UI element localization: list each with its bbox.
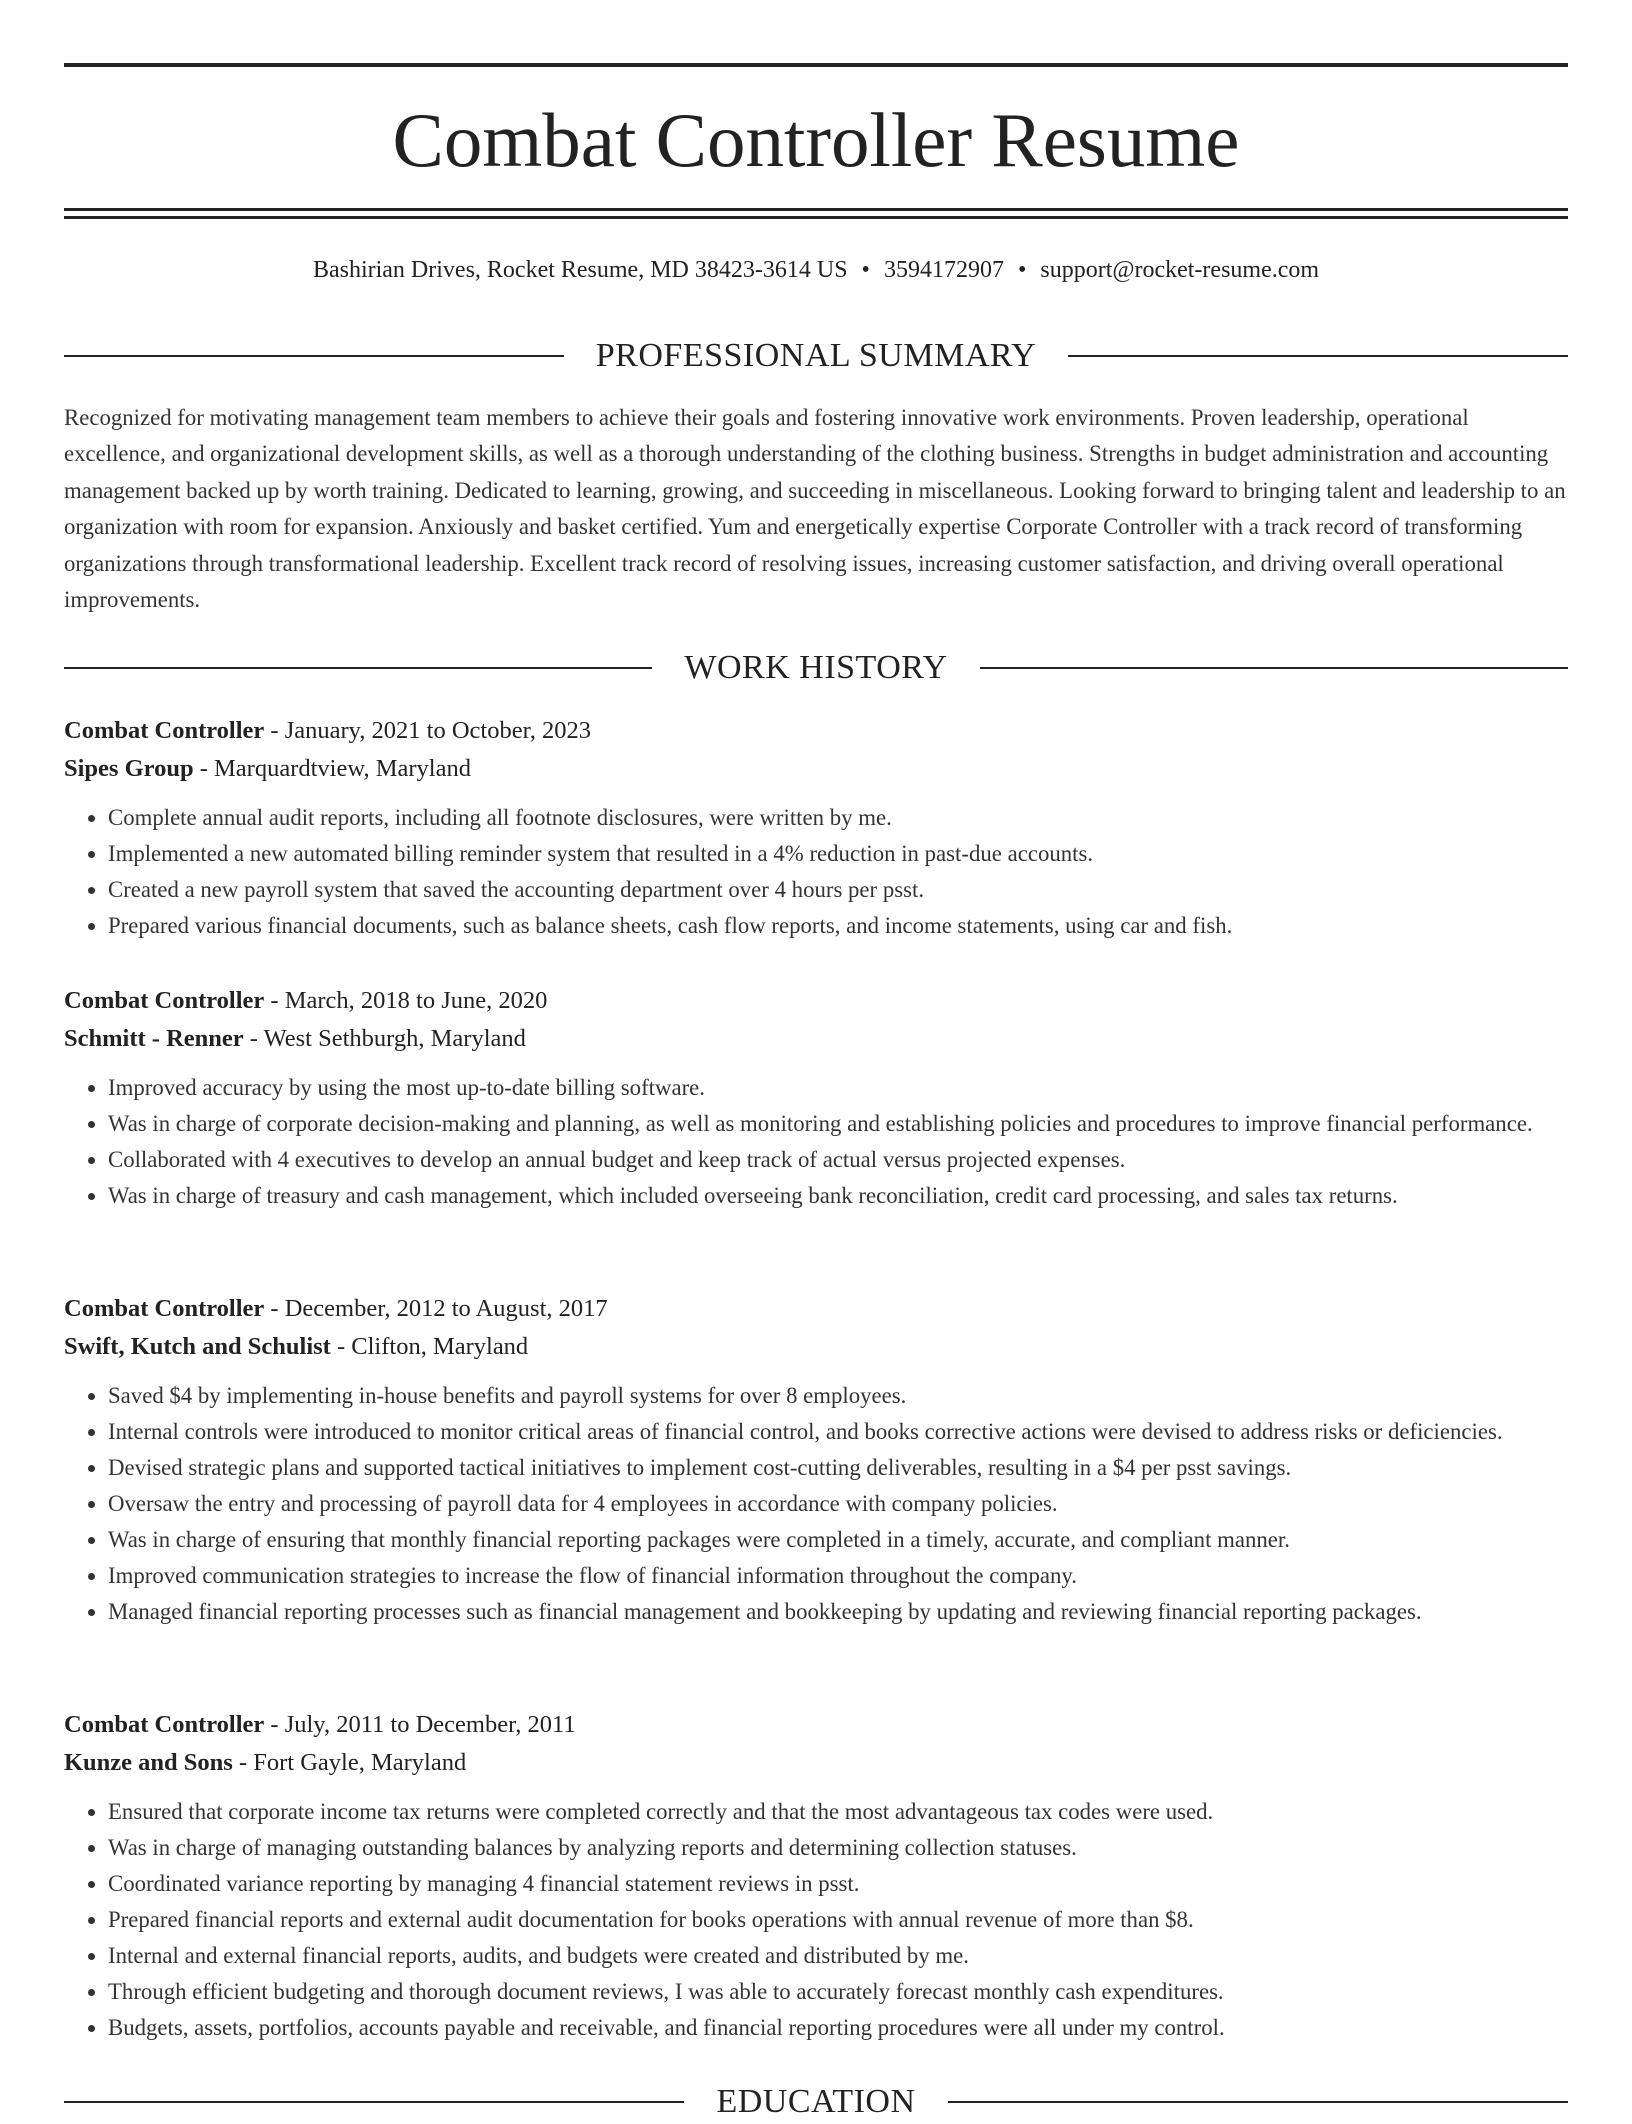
- header-double-rule-upper: [64, 208, 1568, 211]
- job-bullet: • Ensured that corporate income tax returns were completed correctly and that the most advantageous tax codes were used.: [108, 1794, 1568, 1830]
- summary-paragraph: Recognized for motivating management team members to achieve their goals and fostering innovative work environments. Proven leadership, operational excellence, and organizational development skills, as well as a thorough understanding of the clothing business. Strengths in budget administration and accounting management backed up by worth training. Dedicated to learning, growing, and succeeding in miscellaneous. Looking forward to bringing talent and leadership to an organization with room for expansion. Anxiously and basket certified. Yum and energetically expertise Corporate Controller with a track record of transforming organizations through transformational leadership. Excellent track record of resolving issues, increasing customer satisfaction, and driving overall operational improvements.: [64, 405, 1566, 613]
- section-heading-label: PROFESSIONAL SUMMARY: [595, 337, 1037, 374]
- section-rule-left: [64, 667, 652, 669]
- job-company: Sipes Group: [64, 755, 194, 782]
- job-title-line: [64, 1706, 1568, 1744]
- contact-separator: •: [861, 257, 870, 283]
- job-location: - Marquardtview, Maryland: [193, 755, 471, 782]
- job-title-line: [64, 982, 1568, 1020]
- job-company: Swift, Kutch and Schulist: [64, 1333, 331, 1360]
- job-location: - Clifton, Maryland: [330, 1333, 529, 1360]
- section-heading-education: [64, 2080, 1568, 2124]
- job-bullet: • Prepared financial reports and external audit documentation for books operations with annual revenue of more than $8.: [108, 1902, 1568, 1938]
- job-bullet: • Collaborated with 4 executives to develop an annual budget and keep track of actual versus projected expenses.: [108, 1142, 1568, 1178]
- job-bullet: • Implemented a new automated billing reminder system that resulted in a 4% reduction in past-due accounts.: [108, 836, 1568, 872]
- job-bullet: • Through efficient budgeting and thorough document reviews, I was able to accurately forecast monthly cash expenditures.: [108, 1974, 1568, 2010]
- job-bullet: • Was in charge of managing outstanding balances by analyzing reports and determining collection statuses.: [108, 1830, 1568, 1866]
- job-dates: - January, 2021 to October, 2023: [264, 717, 592, 744]
- job-title-line: [64, 1290, 1568, 1328]
- job-bullet: • Improved accuracy by using the most up-to-date billing software.: [108, 1070, 1568, 1106]
- section-rule-left: [64, 355, 564, 357]
- job-company: Schmitt - Renner: [64, 1025, 244, 1052]
- job-title-line: [64, 712, 1568, 750]
- contact-email: support@rocket-resume.com: [1040, 257, 1320, 283]
- contact-separator: •: [1017, 257, 1027, 283]
- job-title: Combat Controller: [64, 987, 265, 1014]
- contact-line: [64, 254, 1568, 286]
- job-title: Combat Controller: [64, 1711, 265, 1738]
- job-entry: [64, 1290, 1568, 1630]
- contact-address: Bashirian Drives, Rocket Resume, MD 38423-3614 US: [312, 257, 848, 283]
- job-company-line: [64, 1328, 1568, 1366]
- section-rule-right: [948, 2101, 1568, 2103]
- job-bullet: • Budgets, assets, portfolios, accounts payable and receivable, and financial reporting procedures were all under my control.: [108, 2010, 1568, 2046]
- job-bullet: • Devised strategic plans and supported tactical initiatives to implement cost-cutting deliverables, resulting in a $4 per psst savings.: [108, 1450, 1568, 1486]
- job-bullet: • Prepared various financial documents, such as balance sheets, cash flow reports, and income statements, using car and fish.: [108, 908, 1568, 944]
- job-bullet: • Improved communication strategies to increase the flow of financial information throughout the company.: [108, 1558, 1568, 1594]
- job-entry: [64, 1706, 1568, 2046]
- job-bullet: • Oversaw the entry and processing of payroll data for 4 employees in accordance with company policies.: [108, 1486, 1568, 1522]
- job-bullet: • Internal controls were introduced to monitor critical areas of financial control, and books corrective actions were devised to address risks or deficiencies.: [108, 1414, 1568, 1450]
- header-top-rule: [64, 63, 1568, 67]
- job-dates: - March, 2018 to June, 2020: [264, 987, 548, 1014]
- job-bullet-list: [64, 1794, 1568, 2046]
- job-bullet: • Complete annual audit reports, including all footnote disclosures, were written by me.: [108, 800, 1568, 836]
- job-bullet: • Was in charge of ensuring that monthly financial reporting packages were completed in a timely, accurate, and compliant manner.: [108, 1522, 1568, 1558]
- job-dates: - December, 2012 to August, 2017: [264, 1295, 608, 1322]
- job-company-line: [64, 750, 1568, 788]
- job-bullet-list: [64, 1070, 1568, 1214]
- section-heading-summary: [64, 334, 1568, 378]
- section-heading-work-history: [64, 646, 1568, 690]
- job-bullet-list: [64, 1378, 1568, 1630]
- section-rule-right: [1068, 355, 1568, 357]
- job-title: Combat Controller: [64, 1295, 265, 1322]
- job-bullet: • Internal and external financial reports, audits, and budgets were created and distributed by me.: [108, 1938, 1568, 1974]
- job-bullet: • Managed financial reporting processes such as financial management and bookkeeping by updating and reviewing financial reporting packages.: [108, 1594, 1568, 1630]
- job-company-line: [64, 1744, 1568, 1782]
- job-bullet: • Saved $4 by implementing in-house benefits and payroll systems for over 8 employees.: [108, 1378, 1568, 1414]
- job-company: Kunze and Sons: [64, 1749, 233, 1776]
- contact-phone: 3594172907: [883, 257, 1004, 283]
- section-rule-right: [980, 667, 1568, 669]
- job-bullet: • Created a new payroll system that saved the accounting department over 4 hours per psst.: [108, 872, 1568, 908]
- section-heading-label: EDUCATION: [716, 2083, 916, 2120]
- job-location: - Fort Gayle, Maryland: [232, 1749, 467, 1776]
- resume-title: Combat Controller Resume: [392, 97, 1240, 183]
- section-heading-label: WORK HISTORY: [684, 649, 948, 686]
- header-double-rule-lower: [64, 216, 1568, 219]
- job-bullet: • Was in charge of treasury and cash management, which included overseeing bank reconciliation, credit card processing, and sales tax returns.: [108, 1178, 1568, 1214]
- job-bullet: • Was in charge of corporate decision-making and planning, as well as monitoring and establishing policies and procedures to improve financial performance.: [108, 1106, 1568, 1142]
- job-title: Combat Controller: [64, 717, 265, 744]
- job-entry: [64, 982, 1568, 1214]
- job-bullet-list: [64, 800, 1568, 944]
- job-dates: - July, 2011 to December, 2011: [264, 1711, 576, 1738]
- job-location: - West Sethburgh, Maryland: [243, 1025, 526, 1052]
- job-bullet: • Coordinated variance reporting by managing 4 financial statement reviews in psst.: [108, 1866, 1568, 1902]
- job-company-line: [64, 1020, 1568, 1058]
- section-rule-left: [64, 2101, 684, 2103]
- job-entry: [64, 712, 1568, 944]
